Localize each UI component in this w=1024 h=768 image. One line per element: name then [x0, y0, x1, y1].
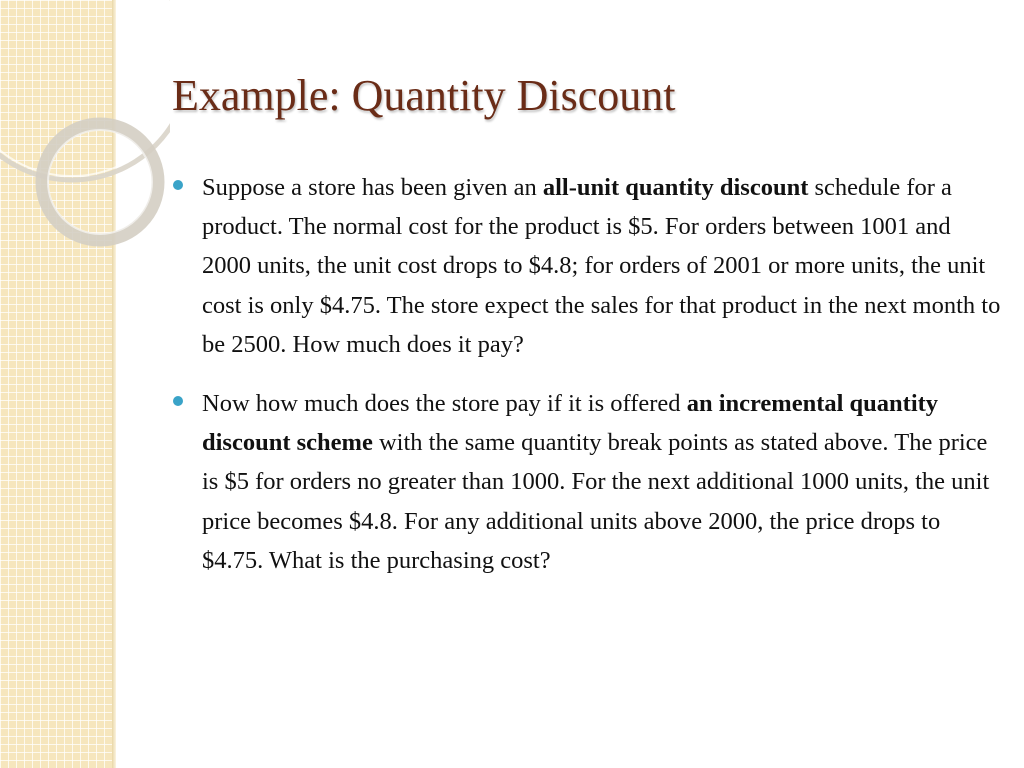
bullet-marker-icon: [173, 180, 183, 190]
bullet-item-all-unit-discount: [172, 168, 1002, 364]
bullet-text-segment: schedule for a product. The normal cost for the product is $5. For orders between 1001 and 2000 units, the unit cost drops to $4.8; for orders of 2001 or more units, the unit cost is only $4.75. The store expect the sales for that product in the next month to be 2500. How much does it pay?: [202, 174, 1001, 358]
bullet-text-segment: Suppose a store has been given an: [202, 174, 543, 201]
bullet-text-emphasis: an incremental quantity discount scheme: [202, 390, 939, 457]
bullet-text-segment: with the same quantity break points as stated above. The price is $5 for orders no greater than 1000. For the next additional 1000 units, the unit price becomes $4.8. For any additional units above 2000, the price drops to $4.75. What is the purchasing cost?: [202, 429, 990, 574]
bullet-text-segment: Now how much does the store pay if it is offered: [202, 390, 687, 418]
bullet-marker-icon: [173, 396, 183, 406]
decorative-ring-small: [42, 124, 158, 240]
bullet-text: [202, 168, 1002, 364]
bullet-text: [202, 384, 1002, 580]
slide-title: Example: Quantity Discount: [172, 71, 676, 120]
decorative-rings: [0, 0, 170, 260]
bullet-text-emphasis: all-unit quantity discount: [542, 174, 809, 201]
bullet-item-incremental-discount: [172, 384, 1002, 580]
bullet-list: [172, 168, 1002, 600]
